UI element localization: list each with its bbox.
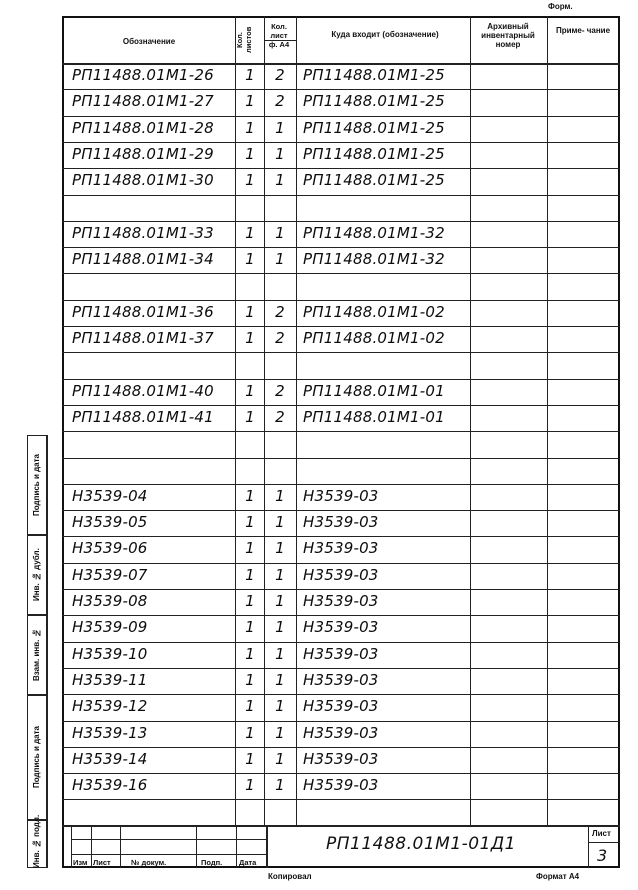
row-sheets-count: 1 <box>245 513 255 532</box>
row-divider <box>62 221 620 222</box>
row-used-in: РП11488.01М1-02 <box>303 302 445 321</box>
side-stamp-label: Взам. инв. № <box>32 628 41 682</box>
row-designation: Н3539-07 <box>72 565 148 584</box>
row-used-in: Н3539-03 <box>303 723 379 742</box>
row-divider <box>62 747 620 748</box>
col-doc-no: № докум. <box>131 858 167 867</box>
row-divider <box>62 510 620 511</box>
column-divider <box>547 16 548 825</box>
row-sheets-a4: 1 <box>275 644 285 663</box>
row-used-in: РП11488.01М1-25 <box>303 144 445 163</box>
row-designation: Н3539-16 <box>72 776 148 795</box>
sheet-label: Лист <box>592 829 611 838</box>
side-stamp-divider <box>47 695 48 820</box>
row-divider <box>62 484 620 485</box>
title-block-top <box>62 825 620 827</box>
row-sheets-a4: 1 <box>275 486 285 505</box>
row-used-in: Н3539-03 <box>303 670 379 689</box>
row-divider <box>62 142 620 143</box>
stamp-col <box>236 825 237 868</box>
header-designation: Обозначение <box>122 37 176 46</box>
header-archive-number: Архивный инвентарный номер <box>481 22 535 49</box>
header-used-in: Куда входит (обозначение) <box>331 30 439 39</box>
row-designation: РП11488.01М1-27 <box>72 92 214 111</box>
row-sheets-count: 1 <box>245 723 255 742</box>
row-used-in: Н3539-03 <box>303 592 379 610</box>
row-used-in: Н3539-03 <box>303 539 379 558</box>
header-sheets-a4: Кол. лист ф. А4 <box>268 22 290 49</box>
stamp-col <box>196 825 197 868</box>
row-sheets-a4: 1 <box>275 539 285 558</box>
row-used-in: РП11488.01М1-32 <box>303 250 445 269</box>
side-stamp-label: Подпись и дата <box>32 454 41 516</box>
row-sheets-count: 1 <box>245 539 255 558</box>
col-date: Дата <box>239 858 257 867</box>
row-designation: РП11488.01М1-34 <box>72 250 214 269</box>
stamp-col <box>120 825 121 868</box>
row-sheets-count: 1 <box>245 776 255 795</box>
row-designation: РП11488.01М1-28 <box>72 118 214 137</box>
row-used-in: Н3539-03 <box>303 486 379 505</box>
column-divider <box>470 16 471 825</box>
side-stamp-divider <box>47 535 48 615</box>
sheet-number: 3 <box>597 846 608 865</box>
row-divider <box>62 247 620 248</box>
column-divider <box>296 16 297 825</box>
row-divider <box>62 89 620 90</box>
row-divider <box>62 116 620 117</box>
row-sheets-a4: 1 <box>275 697 285 716</box>
row-sheets-count: 1 <box>245 118 255 137</box>
row-designation: РП11488.01М1-40 <box>72 381 214 400</box>
row-used-in: Н3539-03 <box>303 513 379 532</box>
column-divider <box>235 16 236 825</box>
row-designation: Н3539-11 <box>72 670 148 689</box>
side-stamp-divider <box>47 435 48 535</box>
stamp-col <box>71 825 72 868</box>
row-divider <box>62 326 620 327</box>
row-sheets-a4: 1 <box>275 171 285 190</box>
side-stamp-label: Инв. № дубл. <box>32 548 41 602</box>
header-subdivider <box>264 40 296 41</box>
row-used-in: Н3539-03 <box>303 749 379 768</box>
header-divider <box>62 63 620 65</box>
row-designation: Н3539-08 <box>72 592 148 610</box>
row-sheets-a4: 1 <box>275 618 285 637</box>
row-used-in: РП11488.01М1-25 <box>303 171 445 190</box>
row-sheets-count: 1 <box>245 644 255 663</box>
col-change: Изм <box>73 858 88 867</box>
row-sheets-a4: 1 <box>275 776 285 795</box>
row-designation: РП11488.01М1-33 <box>72 223 214 242</box>
row-divider <box>62 300 620 301</box>
row-designation: РП11488.01М1-36 <box>72 302 214 321</box>
side-stamp-divider <box>47 820 48 868</box>
row-divider <box>62 352 620 353</box>
row-divider <box>62 589 620 590</box>
row-divider <box>62 405 620 406</box>
row-sheets-a4: 1 <box>275 723 285 742</box>
side-stamp-label: Инв. № подл. <box>32 814 41 868</box>
row-sheets-a4: 1 <box>275 565 285 584</box>
row-sheets-count: 1 <box>245 329 255 347</box>
row-divider <box>62 536 620 537</box>
row-used-in: Н3539-03 <box>303 697 379 716</box>
row-sheets-count: 1 <box>245 302 255 321</box>
row-sheets-a4: 1 <box>275 223 285 242</box>
row-sheets-count: 1 <box>245 592 255 610</box>
row-sheets-count: 1 <box>245 144 255 163</box>
row-sheets-a4: 1 <box>275 144 285 163</box>
row-sheets-a4: 1 <box>275 670 285 689</box>
col-sign: Подп. <box>201 858 223 867</box>
row-divider <box>62 379 620 380</box>
row-divider <box>62 458 620 459</box>
row-divider <box>62 273 620 274</box>
top-right-label: Форм. <box>548 2 573 11</box>
row-designation: Н3539-12 <box>72 697 148 716</box>
row-designation: Н3539-09 <box>72 618 148 637</box>
row-sheets-a4: 2 <box>275 92 285 111</box>
row-divider <box>62 694 620 695</box>
row-used-in: РП11488.01М1-32 <box>303 223 445 242</box>
row-used-in: РП11488.01М1-01 <box>303 407 445 426</box>
row-divider <box>62 431 620 432</box>
row-designation: Н3539-14 <box>72 749 148 768</box>
row-divider <box>62 615 620 616</box>
row-designation: РП11488.01М1-30 <box>72 171 214 190</box>
row-designation: Н3539-06 <box>72 539 148 558</box>
row-divider <box>62 195 620 196</box>
row-sheets-a4: 1 <box>275 592 285 610</box>
row-sheets-count: 1 <box>245 618 255 637</box>
footer-format: Формат А4 <box>536 872 580 881</box>
row-divider <box>62 642 620 643</box>
row-used-in: РП11488.01М1-01 <box>303 381 445 400</box>
side-stamp-divider <box>47 615 48 695</box>
row-sheets-count: 1 <box>245 565 255 584</box>
sheet-cell-divider <box>588 825 589 868</box>
row-used-in: РП11488.01М1-25 <box>303 118 445 137</box>
row-sheets-count: 1 <box>245 749 255 768</box>
header-note: Приме- чание <box>555 26 611 35</box>
col-sheet: Лист <box>93 858 111 867</box>
row-sheets-a4: 2 <box>275 407 285 426</box>
document-code: РП11488.01М1-01Д1 <box>326 834 516 854</box>
row-sheets-a4: 2 <box>275 329 285 347</box>
row-sheets-count: 1 <box>245 486 255 505</box>
row-designation: Н3539-13 <box>72 723 148 742</box>
row-sheets-count: 1 <box>245 66 255 84</box>
row-designation: Н3539-04 <box>72 486 148 505</box>
row-sheets-a4: 2 <box>275 381 285 400</box>
side-stamp-label: Подпись и дата <box>32 726 41 789</box>
row-sheets-a4: 1 <box>275 118 285 137</box>
row-used-in: РП11488.01М1-25 <box>303 66 445 84</box>
row-divider <box>62 773 620 774</box>
row-used-in: РП11488.01М1-02 <box>303 329 445 347</box>
row-designation: РП11488.01М1-37 <box>72 329 214 347</box>
row-sheets-count: 1 <box>245 223 255 242</box>
row-used-in: Н3539-03 <box>303 644 379 663</box>
stamp-col <box>91 825 92 868</box>
row-sheets-count: 1 <box>245 697 255 716</box>
row-sheets-a4: 2 <box>275 302 285 321</box>
row-used-in: Н3539-03 <box>303 618 379 637</box>
row-divider <box>62 799 620 800</box>
row-sheets-count: 1 <box>245 250 255 269</box>
sheet-cell-split <box>588 842 620 843</box>
row-sheets-count: 1 <box>245 171 255 190</box>
row-used-in: РП11488.01М1-25 <box>303 92 445 111</box>
row-designation: РП11488.01М1-29 <box>72 144 214 163</box>
row-divider <box>62 668 620 669</box>
row-sheets-a4: 1 <box>275 749 285 768</box>
column-divider <box>264 16 265 825</box>
row-used-in: Н3539-03 <box>303 565 379 584</box>
row-designation: РП11488.01М1-26 <box>72 66 214 84</box>
row-sheets-a4: 1 <box>275 250 285 269</box>
row-divider <box>62 168 620 169</box>
row-sheets-count: 1 <box>245 381 255 400</box>
row-sheets-count: 1 <box>245 670 255 689</box>
header-sheets-count-vertical: Кол. листов <box>235 26 253 54</box>
row-divider <box>62 721 620 722</box>
row-designation: РП11488.01М1-41 <box>72 407 214 426</box>
row-used-in: Н3539-03 <box>303 776 379 795</box>
row-divider <box>62 563 620 564</box>
row-designation: Н3539-10 <box>72 644 148 663</box>
title-block-divider <box>266 825 268 868</box>
row-sheets-a4: 1 <box>275 513 285 532</box>
row-sheets-a4: 2 <box>275 66 285 84</box>
row-sheets-count: 1 <box>245 407 255 426</box>
row-sheets-count: 1 <box>245 92 255 111</box>
row-designation: Н3539-05 <box>72 513 148 532</box>
footer-copied: Копировал <box>268 872 312 881</box>
